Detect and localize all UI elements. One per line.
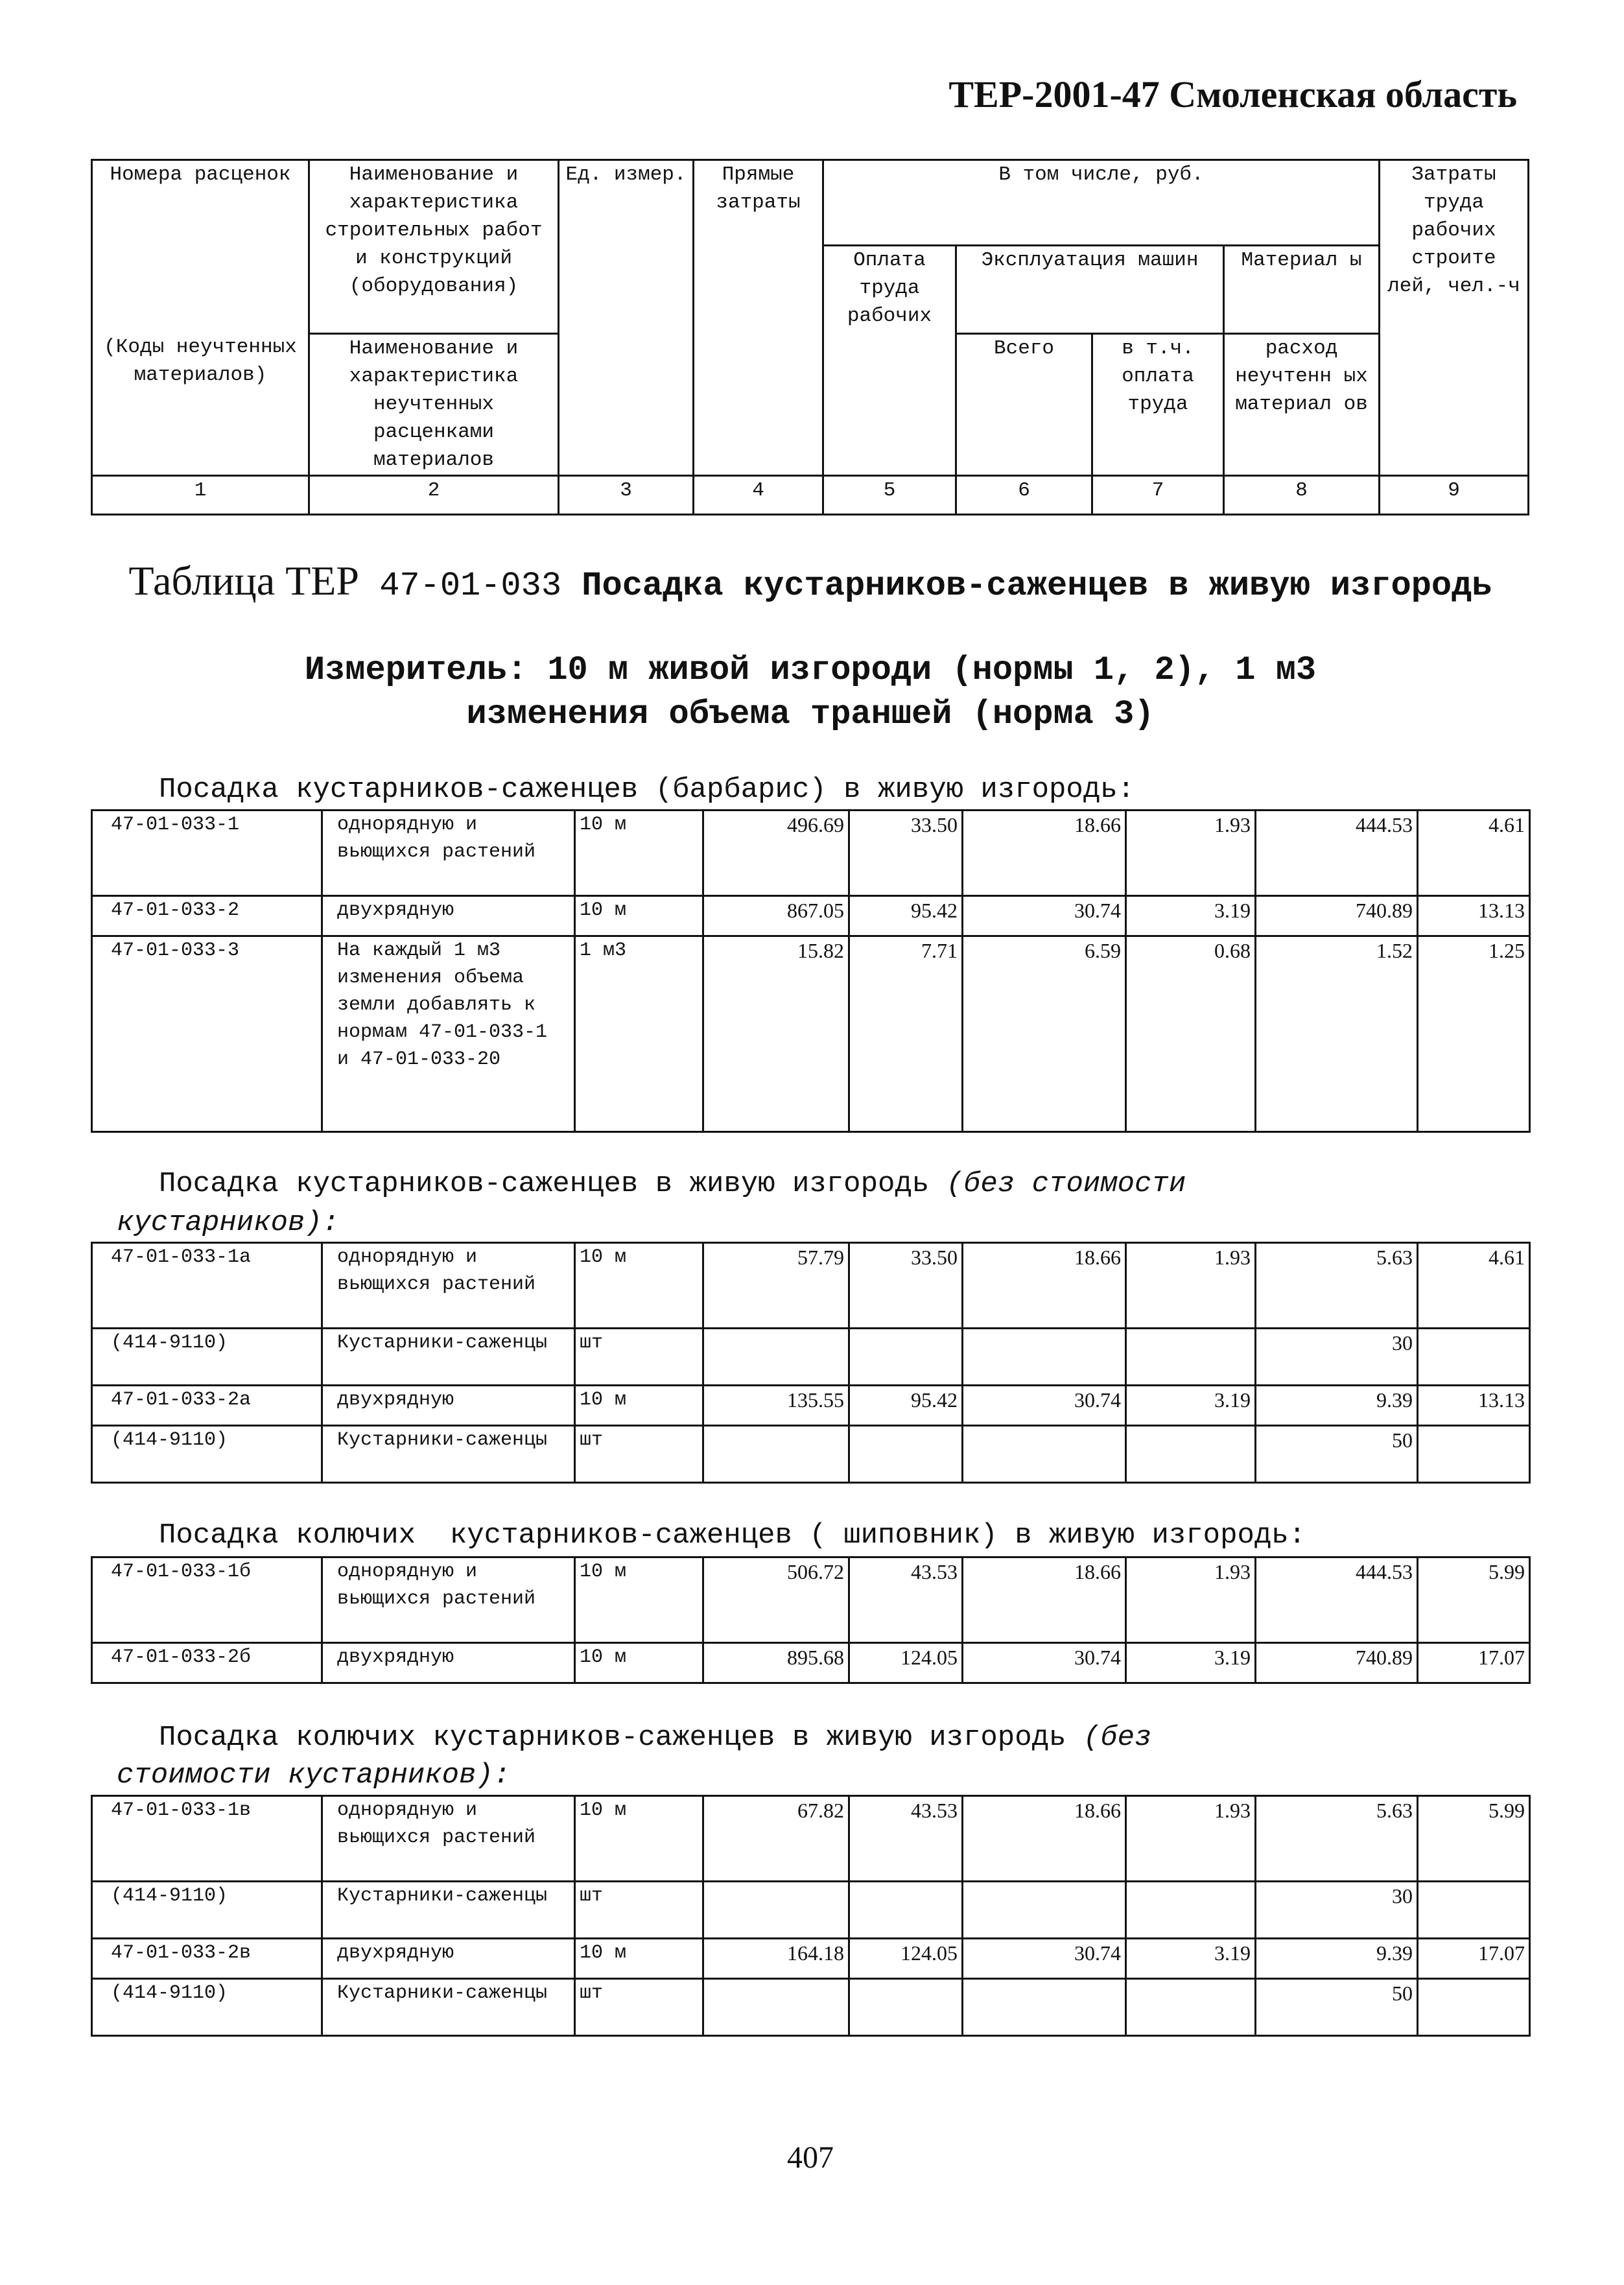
work-name: двухрядную [322, 1386, 575, 1426]
labor-hours: 5.99 [1418, 1557, 1530, 1643]
header-c3: Ед. измер. [559, 160, 694, 476]
labor-cost: 43.53 [849, 1796, 963, 1882]
table-row [92, 1979, 1530, 2036]
header-c1-spacer [92, 246, 309, 333]
work-name: двухрядную [322, 896, 575, 936]
labor-hours [1418, 1329, 1530, 1386]
rate-code: 47-01-033-2 [92, 896, 322, 936]
machine-cost [963, 1426, 1126, 1483]
labor-cost [849, 1329, 963, 1386]
direct-cost: 135.55 [703, 1386, 849, 1426]
labor-cost: 95.42 [849, 1386, 963, 1426]
material-code: (414-9110) [92, 1979, 322, 2036]
table-meter-line1: Измеритель: 10 м живой изгороди (нормы 1, 2), 1 м3 [304, 651, 1317, 689]
rate-code: 47-01-033-2в [92, 1939, 322, 1979]
machine-cost: 30.74 [963, 1939, 1126, 1979]
unit: 10 м [575, 1643, 703, 1683]
table-title-prefix: Таблица ТЕР [128, 558, 359, 604]
header-num-9: 9 [1380, 475, 1529, 514]
table-title-name: Посадка кустарников-саженцев в живую изгородь [582, 567, 1492, 605]
unit: 10 м [575, 1557, 703, 1643]
page-number: 407 [787, 2140, 834, 2175]
work-name: двухрядную [322, 1643, 575, 1683]
direct-cost [703, 1329, 849, 1386]
header-c8-bottom: расход неучтенн ых материал ов [1224, 333, 1380, 475]
work-name: однорядную и вьющихся растений [322, 1243, 575, 1329]
labor-hours: 1.25 [1418, 936, 1530, 1132]
machine-labor-cost: 1.93 [1126, 1243, 1256, 1329]
header-c8-top: Материал ы [1224, 246, 1380, 333]
material-name: Кустарники-саженцы [322, 1426, 575, 1483]
material-quantity: 30 [1256, 1329, 1418, 1386]
work-name: однорядную и вьющихся растений [322, 1557, 575, 1643]
labor-hours: 13.13 [1418, 1386, 1530, 1426]
table-row [92, 1557, 1530, 1643]
direct-cost: 895.68 [703, 1643, 849, 1683]
labor-cost: 33.50 [849, 1243, 963, 1329]
machine-labor-cost: 1.93 [1126, 1796, 1256, 1882]
header-c2-bottom: Наименование и характеристика неучтенных расценками материалов [309, 333, 559, 475]
machine-cost [963, 1329, 1126, 1386]
section-heading: Посадка колючих кустарников-саженцев в живую изгородь (без [159, 1722, 1152, 1754]
material-quantity: 50 [1256, 1426, 1418, 1483]
machine-labor-cost: 3.19 [1126, 1386, 1256, 1426]
header-c5: Оплата труда рабочих [823, 246, 956, 475]
direct-cost: 506.72 [703, 1557, 849, 1643]
header-c4: Прямые затраты [694, 160, 823, 476]
section-table [91, 1242, 1531, 1484]
machine-cost: 18.66 [963, 1243, 1126, 1329]
unit: 10 м [575, 1939, 703, 1979]
labor-cost: 124.05 [849, 1643, 963, 1683]
labor-cost [849, 1882, 963, 1939]
direct-cost: 867.05 [703, 896, 849, 936]
material-cost: 9.39 [1256, 1386, 1418, 1426]
material-cost: 740.89 [1256, 896, 1418, 936]
material-quantity: 50 [1256, 1979, 1418, 2036]
machine-cost: 18.66 [963, 811, 1126, 896]
direct-cost [703, 1882, 849, 1939]
material-cost: 740.89 [1256, 1643, 1418, 1683]
material-code: (414-9110) [92, 1426, 322, 1483]
unit: 10 м [575, 896, 703, 936]
machine-labor-cost: 3.19 [1126, 896, 1256, 936]
section-heading: Посадка кустарников-саженцев в живую изгородь (без стоимости [159, 1168, 1186, 1200]
machine-cost [963, 1882, 1126, 1939]
work-name: На каждый 1 м3 изменения объема земли добавлять к нормам 47-01-033-1 и 47-01-033-20 [322, 936, 575, 1132]
direct-cost [703, 1426, 849, 1483]
machine-labor-cost: 0.68 [1126, 936, 1256, 1132]
header-c2-top: Наименование и характеристика строительных работ и конструкций (оборудования) [309, 160, 559, 334]
machine-cost: 6.59 [963, 936, 1126, 1132]
direct-cost: 496.69 [703, 811, 849, 896]
unit: 10 м [575, 1243, 703, 1329]
material-cost: 444.53 [1256, 811, 1418, 896]
section-table [91, 1795, 1531, 2037]
machine-cost: 18.66 [963, 1796, 1126, 1882]
labor-cost: 7.71 [849, 936, 963, 1132]
unit: 10 м [575, 1796, 703, 1882]
section-table [91, 1556, 1531, 1684]
unit: шт [575, 1979, 703, 2036]
work-name: однорядную и вьющихся растений [322, 811, 575, 896]
running-title: ТЕР-2001-47 Смоленская область [948, 73, 1517, 115]
labor-hours: 17.07 [1418, 1939, 1530, 1979]
column-header-table [91, 159, 1529, 515]
header-group-machines: Эксплуатация машин [956, 246, 1224, 333]
machine-labor-cost: 3.19 [1126, 1939, 1256, 1979]
table-meter-line2: изменения объема траншей (норма 3) [466, 695, 1155, 733]
direct-cost: 67.82 [703, 1796, 849, 1882]
unit: шт [575, 1329, 703, 1386]
table-row [92, 1386, 1530, 1426]
header-num-2: 2 [309, 475, 559, 514]
machine-labor-cost: 1.93 [1126, 1557, 1256, 1643]
section-heading-line2: стоимости кустарников): [117, 1759, 511, 1792]
machine-cost: 18.66 [963, 1557, 1126, 1643]
work-name: двухрядную [322, 1939, 575, 1979]
labor-cost: 33.50 [849, 811, 963, 896]
machine-cost: 30.74 [963, 896, 1126, 936]
material-quantity: 30 [1256, 1882, 1418, 1939]
material-name: Кустарники-саженцы [322, 1979, 575, 2036]
section-heading: Посадка кустарников-саженцев (барбарис) в живую изгородь: [159, 774, 1135, 806]
rate-code: 47-01-033-1а [92, 1243, 322, 1329]
table-row [92, 811, 1530, 896]
labor-cost: 43.53 [849, 1557, 963, 1643]
labor-hours: 4.61 [1418, 1243, 1530, 1329]
material-cost: 5.63 [1256, 1243, 1418, 1329]
machine-cost: 30.74 [963, 1386, 1126, 1426]
labor-cost: 124.05 [849, 1939, 963, 1979]
rate-code: 47-01-033-2б [92, 1643, 322, 1683]
header-num-5: 5 [823, 475, 956, 514]
material-cost: 1.52 [1256, 936, 1418, 1132]
material-code: (414-9110) [92, 1329, 322, 1386]
header-c7: в т.ч. оплата труда [1092, 333, 1224, 475]
machine-cost: 30.74 [963, 1643, 1126, 1683]
material-cost: 5.63 [1256, 1796, 1418, 1882]
table-title [91, 559, 1530, 608]
labor-hours [1418, 1882, 1530, 1939]
header-c1-bottom: (Коды неучтенных материалов) [92, 333, 309, 475]
section-heading: Посадка колючих кустарников-саженцев ( шиповник) в живую изгородь: [159, 1519, 1306, 1552]
machine-labor-cost [1126, 1979, 1256, 2036]
labor-hours [1418, 1979, 1530, 2036]
table-row [92, 1796, 1530, 1882]
unit: 10 м [575, 811, 703, 896]
header-num-6: 6 [956, 475, 1092, 514]
header-group-incl: В том числе, руб. [823, 160, 1380, 246]
table-row [92, 1939, 1530, 1979]
rate-code: 47-01-033-3 [92, 936, 322, 1132]
table-row [92, 1426, 1530, 1483]
material-cost: 9.39 [1256, 1939, 1418, 1979]
table-meter [91, 648, 1530, 737]
machine-labor-cost: 3.19 [1126, 1643, 1256, 1683]
material-name: Кустарники-саженцы [322, 1329, 575, 1386]
unit: шт [575, 1426, 703, 1483]
work-name: однорядную и вьющихся растений [322, 1796, 575, 1882]
machine-cost [963, 1979, 1126, 2036]
header-num-1: 1 [92, 475, 309, 514]
labor-cost: 95.42 [849, 896, 963, 936]
labor-hours: 5.99 [1418, 1796, 1530, 1882]
unit: шт [575, 1882, 703, 1939]
machine-labor-cost: 1.93 [1126, 811, 1256, 896]
header-num-4: 4 [694, 475, 823, 514]
header-num-3: 3 [559, 475, 694, 514]
machine-labor-cost [1126, 1882, 1256, 1939]
table-row [92, 1243, 1530, 1329]
table-row [92, 1643, 1530, 1683]
rate-code: 47-01-033-2а [92, 1386, 322, 1426]
labor-cost [849, 1426, 963, 1483]
direct-cost: 15.82 [703, 936, 849, 1132]
rate-code: 47-01-033-1 [92, 811, 322, 896]
table-title-code: 47-01-033 [379, 567, 562, 605]
header-c1-top: Номера расценок [92, 160, 309, 246]
labor-hours: 13.13 [1418, 896, 1530, 936]
header-c6: Всего [956, 333, 1092, 475]
material-name: Кустарники-саженцы [322, 1882, 575, 1939]
direct-cost [703, 1979, 849, 2036]
direct-cost: 57.79 [703, 1243, 849, 1329]
table-row [92, 936, 1530, 1132]
direct-cost: 164.18 [703, 1939, 849, 1979]
table-row [92, 1882, 1530, 1939]
section-table [91, 809, 1531, 1133]
table-row [92, 896, 1530, 936]
table-row [92, 1329, 1530, 1386]
labor-hours: 4.61 [1418, 811, 1530, 896]
labor-cost [849, 1979, 963, 2036]
unit: 1 м3 [575, 936, 703, 1132]
labor-hours [1418, 1426, 1530, 1483]
header-num-8: 8 [1224, 475, 1380, 514]
rate-code: 47-01-033-1в [92, 1796, 322, 1882]
header-c9: Затраты труда рабочих строите лей, чел.-ч [1380, 160, 1529, 476]
machine-labor-cost [1126, 1329, 1256, 1386]
rate-code: 47-01-033-1б [92, 1557, 322, 1643]
machine-labor-cost [1126, 1426, 1256, 1483]
unit: 10 м [575, 1386, 703, 1426]
header-num-7: 7 [1092, 475, 1224, 514]
material-cost: 444.53 [1256, 1557, 1418, 1643]
material-code: (414-9110) [92, 1882, 322, 1939]
section-heading-line2: кустарников): [117, 1207, 340, 1239]
labor-hours: 17.07 [1418, 1643, 1530, 1683]
